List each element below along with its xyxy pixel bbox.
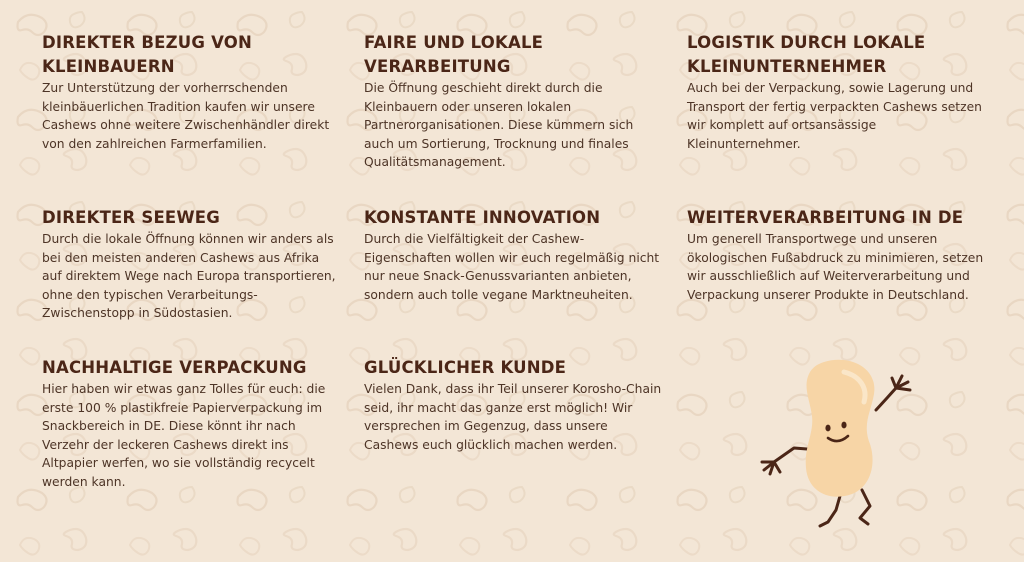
feature-text: Durch die Vielfältigkeit der Cashew-Eigenschaften wollen wir euch regelmäßig nicht nur neue Snack-Genussvarianten anbieten, sondern auch tolle vegane Marktneuheiten. — [364, 232, 660, 302]
feature-title: GLÜCKLICHER KUNDE — [364, 358, 567, 377]
feature-direct-sourcing — [42, 31, 342, 153]
feature-processing-de — [687, 206, 987, 304]
feature-text: Vielen Dank, dass ihr Teil unserer Korosho-Chain seid, ihr macht das ganze erst möglich! Wir versprechen im Gegenzug, dass unsere Cashews euch glücklich machen werden. — [364, 382, 662, 452]
cashew-mascot-icon — [752, 358, 922, 533]
feature-innovation — [364, 206, 664, 304]
feature-title: KONSTANTE INNOVATION — [364, 208, 601, 227]
feature-sustainable-packaging — [42, 356, 342, 492]
feature-text: Um generell Transportwege und unseren ökologischen Fußabdruck zu minimieren, setzen wir ausschließlich auf Weiterverarbeitung und Verpackung unserer Produkte in Deutschland. — [687, 232, 984, 302]
feature-text: Zur Unterstützung der vorherrschenden kleinbäuerlichen Tradition kaufen wir unsere Cashews ohne weitere Zwischenhändler direkt von den zahlreichen Farmerfamilien. — [42, 81, 330, 151]
feature-text: Durch die lokale Öffnung können wir anders als bei den meisten anderen Cashews aus Afrika auf direktem Wege nach Europa transportieren, ohne den typischen Verarbeitungs-Zwischenstopp in Südostasien. — [42, 232, 336, 321]
feature-happy-customer — [364, 356, 664, 454]
feature-title: DIREKTER BEZUG VON KLEINBAUERN — [42, 33, 252, 76]
feature-title: NACHHALTIGE VERPACKUNG — [42, 358, 307, 377]
feature-local-processing — [364, 31, 664, 172]
feature-logistics — [687, 31, 987, 153]
feature-title: FAIRE UND LOKALE VERARBEITUNG — [364, 33, 544, 76]
feature-sea-route — [42, 206, 342, 323]
feature-text: Die Öffnung geschieht direkt durch die Kleinbauern oder unseren lokalen Partnerorganisationen. Diese kümmern sich auch um Sortierung, Trocknung und finales Qualitätsmanagement. — [364, 81, 634, 170]
feature-text: Auch bei der Verpackung, sowie Lagerung und Transport der fertig verpackten Cashews setzen wir komplett auf ortsansässige Kleinunternehmer. — [687, 81, 982, 151]
feature-title: LOGISTIK DURCH LOKALE KLEINUNTERNEHMER — [687, 33, 926, 76]
feature-title: WEITERVERARBEITUNG IN DE — [687, 208, 964, 227]
feature-title: DIREKTER SEEWEG — [42, 208, 221, 227]
feature-text: Hier haben wir etwas ganz Tolles für euch: die erste 100 % plastikfreie Papierverpackung im Snackbereich in DE. Diese könnt ihr nach Verzehr der leckeren Cashews direkt ins Altpapier werfen, wo sie vollständig recycelt werden kann. — [42, 382, 326, 489]
